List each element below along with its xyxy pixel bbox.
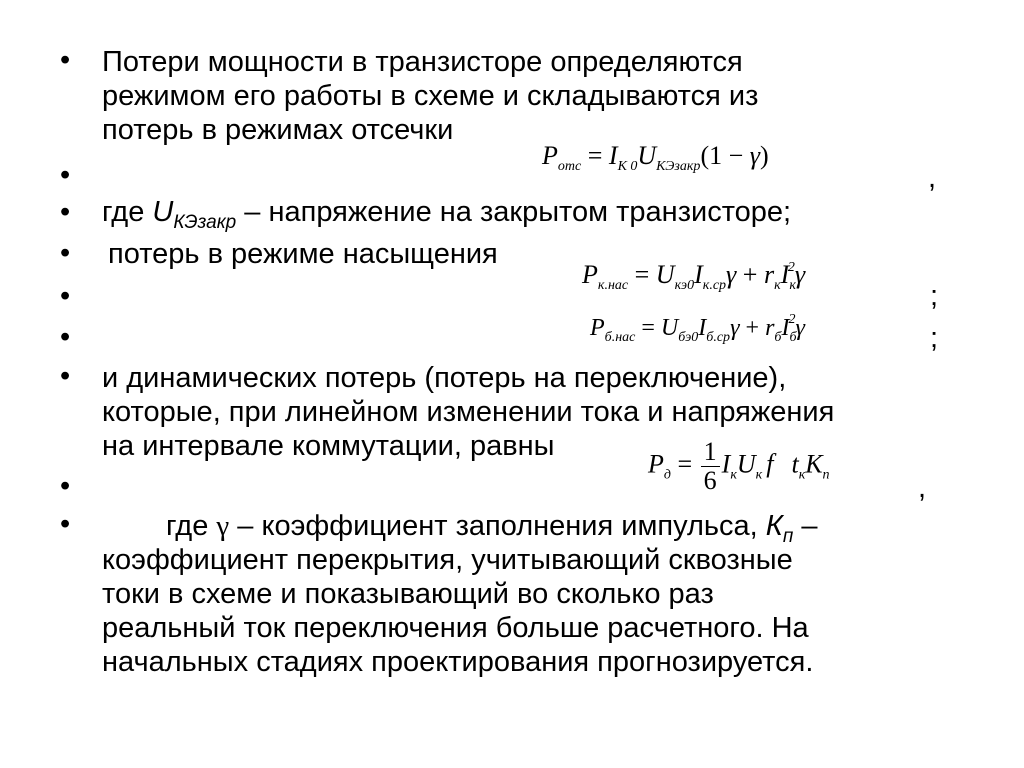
formula-operator: =: [628, 260, 656, 289]
formula-subscript: к: [755, 467, 763, 483]
formula-subscript: к: [774, 278, 781, 293]
formula-subscript: к: [789, 278, 796, 293]
text-line: и динамических потерь (потерь на переключение),: [102, 362, 787, 394]
formula-operator: =: [635, 315, 661, 341]
punctuation: ,: [928, 162, 937, 194]
text-line: которые, при линейном изменении тока и напряжения: [102, 396, 835, 428]
formula-superscript: 2: [787, 260, 795, 275]
bullet-5: •: [60, 280, 71, 312]
formula-operator: =: [670, 449, 699, 479]
text-fragment: где: [102, 196, 153, 228]
bullet-6: •: [60, 321, 71, 353]
formula-symbol: P: [542, 141, 558, 170]
formula-subscript: КЭзакр: [656, 159, 701, 174]
formula-subscript: кэ0: [674, 278, 695, 293]
formula-cutoff-loss: [542, 141, 769, 182]
formula-subscript: б: [774, 330, 782, 345]
formula-symbol: I: [694, 260, 703, 289]
punctuation: ;: [930, 280, 939, 312]
formula-symbol: γ: [795, 315, 805, 341]
formula-subscript: б: [789, 330, 797, 345]
text-fragment: – напряжение на закрытом транзисторе;: [236, 196, 792, 228]
formula-symbol: f: [766, 449, 774, 479]
overlap-coefficient-symbol: К: [765, 510, 783, 542]
formula-subscript: отс: [557, 159, 582, 174]
text-line: режимом его работы в схеме и складываются из: [102, 80, 759, 112]
formula-collector-saturation-loss: [582, 253, 805, 301]
formula-subscript: К 0: [617, 159, 638, 174]
bullet-2: •: [60, 159, 71, 191]
formula-symbol: γ: [730, 315, 740, 341]
punctuation: ,: [918, 472, 927, 504]
bullet-8: •: [60, 470, 71, 502]
formula-subscript: бэ0: [678, 330, 699, 345]
formula-symbol: I: [608, 141, 618, 170]
formula-subscript: д: [663, 467, 671, 483]
formula-subscript: к: [798, 467, 806, 483]
gamma-symbol: γ: [216, 510, 230, 542]
text-fragment: –: [793, 510, 818, 542]
formula-symbol: P: [648, 449, 664, 479]
formula-symbol: γ: [794, 260, 806, 289]
text-fragment: где: [166, 510, 217, 542]
formula-superscript: 2: [788, 312, 796, 327]
formula-symbol: r: [763, 260, 775, 289]
formula-subscript: б.нас: [604, 330, 636, 345]
formula-dynamic-loss: [648, 438, 830, 495]
voltage-subscript: КЭзакр: [173, 211, 237, 233]
formula-symbol: I: [698, 315, 707, 341]
formula-base-saturation-loss: [590, 305, 805, 353]
punctuation: ;: [930, 322, 939, 354]
text-line: коэффициент перекрытия, учитывающий сквозные: [102, 544, 793, 576]
text-line: потерь в режиме насыщения: [108, 238, 498, 270]
formula-operator: +: [736, 260, 764, 289]
bullet-7: •: [60, 360, 71, 392]
text-line: реальный ток переключения больше расчетного. На: [102, 612, 809, 644]
formula-symbol: К: [805, 449, 823, 479]
bullet-4: •: [60, 237, 71, 269]
text-line: начальных стадиях проектирования прогнозируется.: [102, 646, 814, 678]
formula-operator: =: [581, 141, 609, 170]
formula-symbol: I: [780, 260, 790, 289]
text-line: на интервале коммутации, равны: [102, 430, 555, 462]
bullet-9: •: [60, 508, 71, 540]
fraction: [701, 438, 720, 495]
formula-symbol: I: [721, 449, 731, 479]
bullet-1: •: [60, 44, 71, 76]
formula-subscript: к.нас: [597, 278, 629, 293]
formula-operator: (1 −: [700, 141, 750, 170]
formula-symbol: U: [655, 260, 675, 289]
bullet-3: •: [60, 196, 71, 228]
formula-subscript: б.ср: [706, 330, 731, 345]
text-line: токи в схеме и показывающий во сколько раз: [102, 578, 714, 610]
formula-symbol: r: [765, 315, 775, 341]
text-line: [102, 196, 791, 239]
formula-symbol: t: [791, 449, 799, 479]
formula-operator: ): [760, 141, 769, 170]
formula-symbol: U: [736, 449, 756, 479]
fraction-denominator: 6: [703, 466, 717, 495]
formula-subscript: к.ср: [702, 278, 727, 293]
formula-symbol: γ: [726, 260, 737, 289]
formula-subscript: п: [822, 467, 830, 483]
overlap-coefficient-subscript: п: [782, 525, 794, 547]
text-line: Потери мощности в транзисторе определяются: [102, 46, 743, 78]
formula-symbol: I: [781, 315, 790, 341]
text-line: потерь в режимах отсечки: [102, 114, 454, 146]
formula-subscript: к: [730, 467, 737, 483]
formula-symbol: P: [582, 260, 598, 289]
formula-symbol: U: [637, 141, 657, 170]
formula-symbol: P: [590, 315, 605, 341]
formula-symbol: γ: [749, 141, 761, 170]
text-fragment: – коэффициент заполнения импульса,: [229, 510, 766, 542]
formula-operator: +: [739, 315, 766, 341]
voltage-symbol: U: [152, 196, 174, 228]
formula-symbol: U: [660, 315, 679, 341]
fraction-numerator: 1: [701, 438, 720, 467]
